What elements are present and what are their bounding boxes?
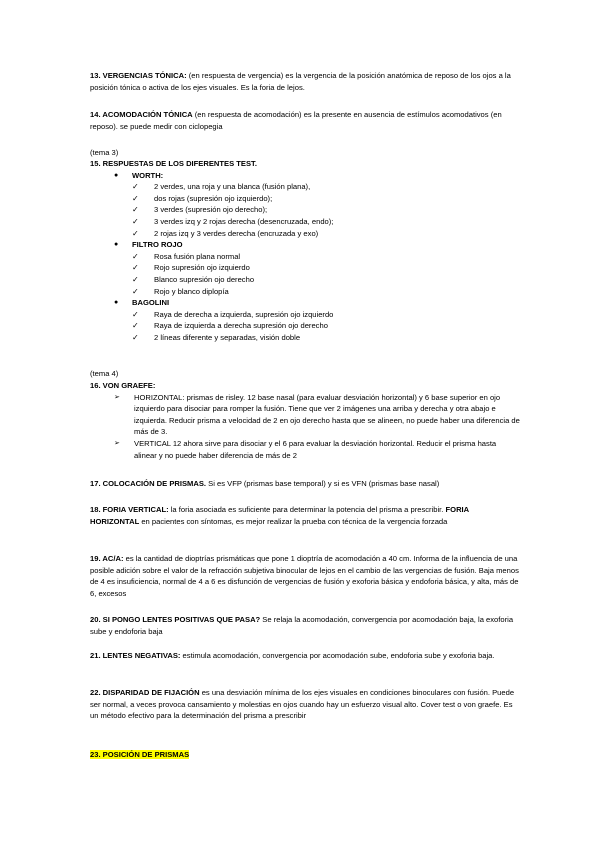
test-results xyxy=(132,181,520,239)
section-19-title: 19. AC/A: xyxy=(90,554,124,563)
section-14 xyxy=(90,109,520,132)
list-item: ✓ Raya de izquierda a derecha supresión ojo derecho xyxy=(132,320,520,332)
section-21-title: 21. LENTES NEGATIVAS: xyxy=(90,651,181,660)
test-name: FILTRO ROJO xyxy=(132,240,183,250)
list-item: ✓ 3 verdes izq y 2 rojas derecha (desencruzada, endo); xyxy=(132,216,520,228)
test-filtro-rojo xyxy=(90,239,520,297)
list-item: ✓ Rojo supresión ojo izquierdo xyxy=(132,262,520,274)
test-results xyxy=(132,309,520,344)
test-results xyxy=(132,251,520,297)
test-worth xyxy=(90,170,520,240)
list-item: ✓ Rojo y blanco diplopía xyxy=(132,286,520,298)
section-13 xyxy=(90,70,520,93)
section-18-text: la foria asociada es suficiente para determinar la potencia del prisma a prescribir. xyxy=(168,505,444,514)
section-23 xyxy=(90,749,520,761)
list-item: ➢ VERTICAL 12 ahora sirve para disociar y el 6 para evaluar la desviación horizontal. Reducir el prisma hasta alinear y no puede haber diferencia de más de 2 xyxy=(90,438,520,461)
section-17-text: Si es VFP (prismas base temporal) y si es VFN (prismas base nasal) xyxy=(206,479,440,488)
section-19 xyxy=(90,553,520,599)
section-22-title: 22. DISPARIDAD DE FIJACIÓN xyxy=(90,688,200,697)
test-bagolini xyxy=(90,297,520,343)
section-16-title: 16. VON GRAEFE: xyxy=(90,381,156,390)
section-15 xyxy=(90,158,520,344)
test-name: BAGOLINI xyxy=(132,298,170,308)
list-item: ✓ 2 rojas izq y 3 verdes derecha (encruzada y exo) xyxy=(132,228,520,240)
test-name: WORTH: xyxy=(132,170,164,180)
list-item: ➢ HORIZONTAL: prismas de risley. 12 base nasal (para evaluar desviación horizontal) y 6 base superior en ojo izquierdo para disociar para romper la fusión. Tiene que ver 2 imágenes una arriba y derecha y otra abajo e izquierda. Reducir prisma a velocidad de 2 en ojo derecho hasta que se alineen, no puede haber una diferencia de más de 3. xyxy=(90,392,520,438)
list-item: ✓ Rosa fusión plana normal xyxy=(132,251,520,263)
section-18 xyxy=(90,504,520,527)
list-item: ✓ 2 verdes, una roja y una blanca (fusión plana), xyxy=(132,181,520,193)
section-18-title: 18. FORIA VERTICAL: xyxy=(90,505,169,514)
section-18-title-2: FORIA HORIZONTAL xyxy=(90,505,469,526)
section-18-text-2: en pacientes con síntomas, es mejor realizar la prueba con técnica de la vergencia forzada xyxy=(139,516,448,526)
section-17-title: 17. COLOCACIÓN DE PRISMAS. xyxy=(90,479,207,488)
section-23-title: 23. POSICIÓN DE PRISMAS xyxy=(90,750,190,759)
section-22 xyxy=(90,687,520,722)
section-20-text: Se relaja la acomodación, convergencia por acomodación baja, la exoforia sube y endoforia baja xyxy=(90,615,514,636)
von-graefe-list xyxy=(90,392,520,462)
test-list xyxy=(90,170,520,344)
section-15-title: 15. RESPUESTAS DE LOS DIFERENTES TEST. xyxy=(90,159,257,168)
section-13-title: 13. VERGENCIAS TÓNICA: xyxy=(90,71,187,80)
section-20-title: 20. SI PONGO LENTES POSITIVAS QUE PASA? xyxy=(90,615,261,624)
tema-4-label: (tema 4) xyxy=(90,369,119,378)
section-19-text: es la cantidad de dioptrías prismáticas que pone 1 dioptría de acomodación a 40 cm. Informa de la influencia de una posible adición sobre el valor de la refracción subjetiva binocular de lejos en el cambio de las vergencias de fusión. Baja menos de 4 es insuficiencia, normal de 4 a 6 es disfunción de vergencias de fusión y exoforia básica y endoforia básica, y alta, más de 6, excesos xyxy=(90,554,519,598)
list-item: ✓ 2 líneas diferente y separadas, visión doble xyxy=(132,332,520,344)
section-22-text: es una desviación mínima de los ejes visuales en condiciones binoculares con fusión. Puede ser normal, a veces provoca cansamiento y molestias en ojos cuando hay un esfuerzo visual alto. Cover test o von graefe. Es un método efectivo para la determinación del prisma a prescribir xyxy=(90,688,515,721)
list-item: ✓ Blanco supresión ojo derecho xyxy=(132,274,520,286)
tema-3-label: (tema 3) xyxy=(90,148,119,157)
section-21 xyxy=(90,650,520,662)
list-item: ✓ 3 verdes (supresión ojo derecho); xyxy=(132,204,520,216)
section-14-title: 14. ACOMODACIÓN TÓNICA xyxy=(90,110,193,119)
section-14-text: (en respuesta de acomodación) es la presente en ausencia de estímulos acomodativos (en reposo). se puede medir con ciclopegia xyxy=(90,110,502,131)
list-item: ✓ dos rojas (supresión ojo izquierdo); xyxy=(132,193,520,205)
section-13-text: (en respuesta de vergencia) es la vergencia de la posición anatómica de reposo de los ojos a la posición tónica o activa de los ejes visuales. Es la foria de lejos. xyxy=(90,71,511,92)
section-21-text: estimula acomodación, convergencia por acomodación sube, endoforia sube y exoforia baja. xyxy=(180,651,495,660)
section-17 xyxy=(90,478,520,490)
section-20 xyxy=(90,614,520,637)
list-item: ✓ Raya de derecha a izquierda, supresión ojo izquierdo xyxy=(132,309,520,321)
section-16 xyxy=(90,380,520,461)
